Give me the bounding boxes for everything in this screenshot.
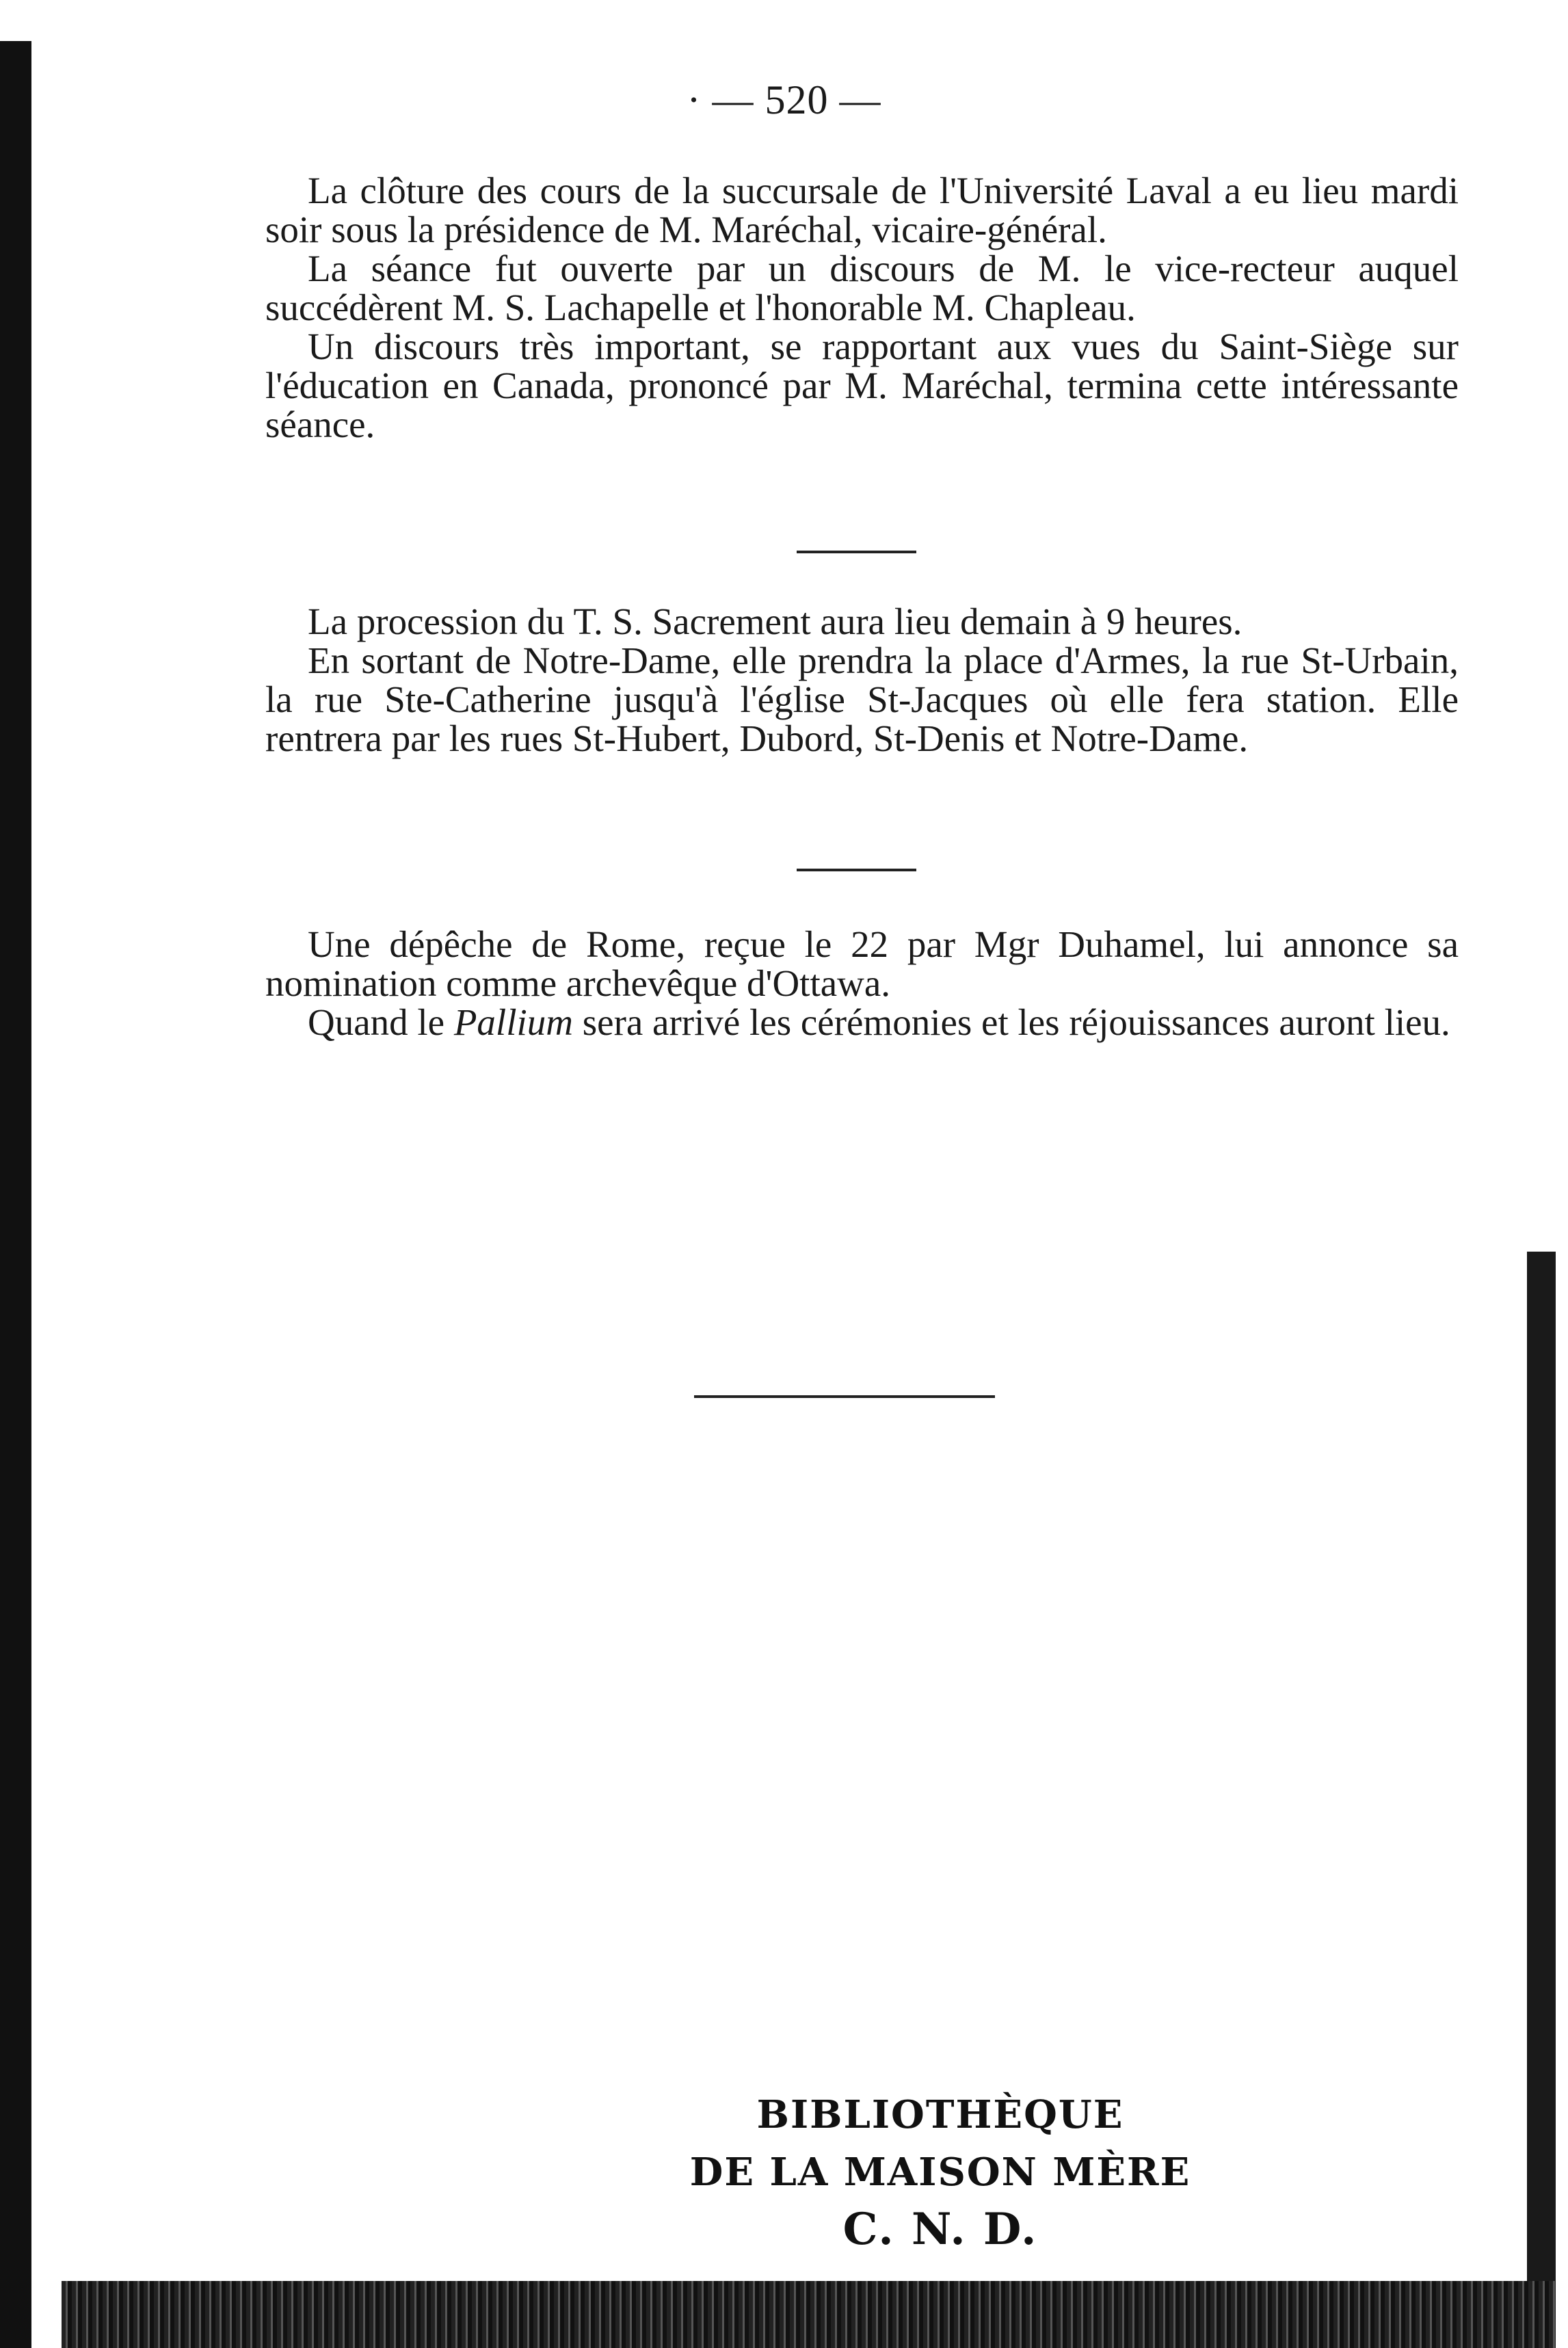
separator-rule <box>797 869 916 871</box>
scan-right-border <box>1527 1252 1556 2284</box>
separator-rule <box>694 1395 995 1398</box>
paragraph: Une dépêche de Rome, reçue le 22 par Mgr Duhamel, lui annonce sa nomination comme archevêque d'Ottawa. <box>265 923 1459 1004</box>
scan-left-border <box>0 41 31 2348</box>
stamp-line: C. N. D. <box>842 2204 1038 2255</box>
paragraph: La procession du T. S. Sacrement aura lieu demain à 9 heures. <box>308 601 1243 642</box>
paragraph: La clôture des cours de la succursale de l'Université Laval a eu lieu mardi soir sous la présidence de M. Maréchal, vicaire-général. <box>265 170 1459 250</box>
paragraph: Un discours très important, se rapportant aux vues du Saint-Siège sur l'éducation en Canada, prononcé par M. Maréchal, termina cette intéressante séance. <box>265 326 1459 445</box>
italic-term: Pallium <box>453 1001 573 1043</box>
text-run: Quand le <box>308 1001 454 1043</box>
article-procession <box>265 602 1459 758</box>
separator-rule <box>797 551 916 553</box>
stamp-line: BIBLIOTHÈQUE <box>756 2092 1124 2137</box>
page-number: · — 520 — <box>687 77 881 122</box>
text-run: sera arrivé les cérémonies et les réjouissances auront lieu. <box>573 1001 1450 1043</box>
article-laval <box>265 171 1459 444</box>
article-duhamel <box>265 925 1459 1042</box>
library-stamp <box>609 2086 1272 2258</box>
stamp-line: DE LA MAISON MÈRE <box>689 2150 1191 2195</box>
scan-bottom-border <box>62 2281 1556 2348</box>
paragraph: La séance fut ouverte par un discours de M. le vice-recteur auquel succédèrent M. S. Lachapelle et l'honorable M. Chapleau. <box>265 248 1459 328</box>
paragraph: En sortant de Notre-Dame, elle prendra la place d'Armes, la rue St-Urbain, la rue Ste-Catherine jusqu'à l'église St-Jacques où elle fera station. Elle rentrera par les rues St-Hubert, Dubord, St-Denis et Notre-Dame. <box>265 639 1459 759</box>
paragraph <box>265 1003 1459 1042</box>
